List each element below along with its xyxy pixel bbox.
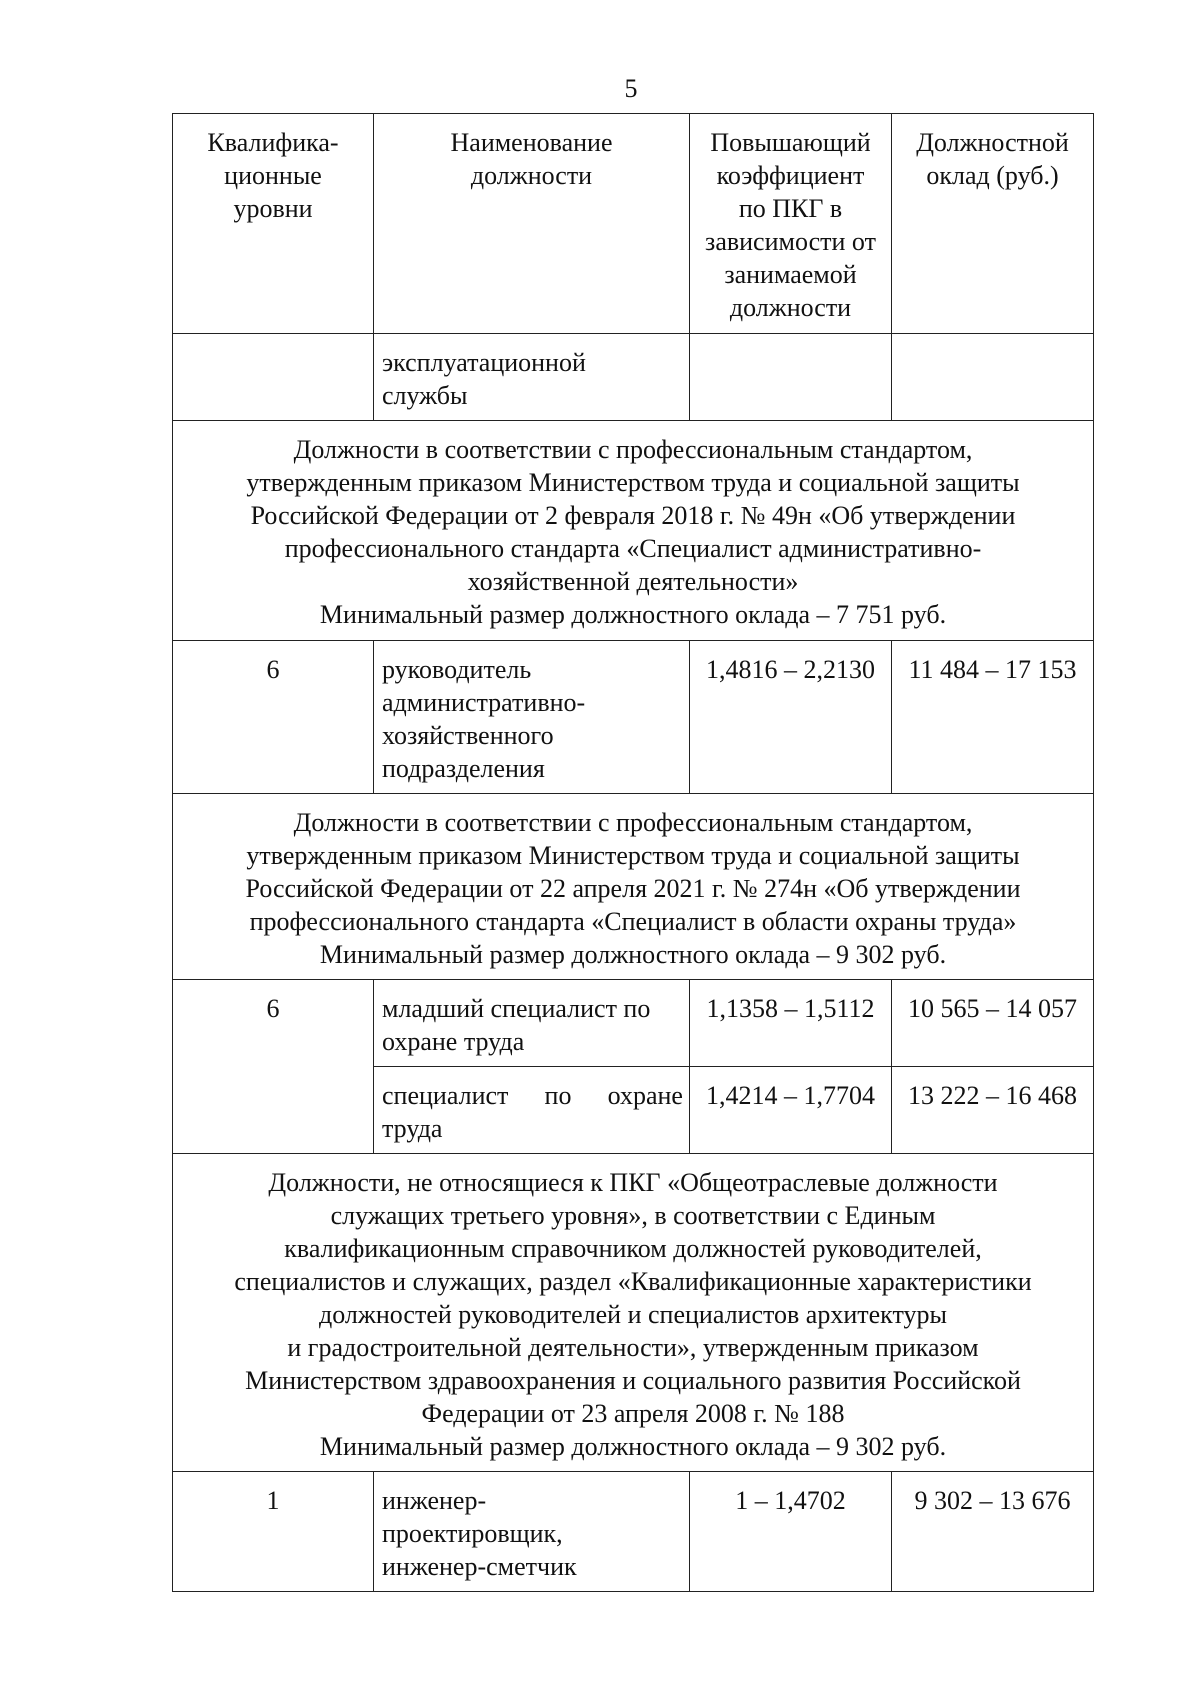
table-cell-level bbox=[173, 334, 374, 421]
table-cell-position: руководитель административно- хозяйственного подразделения bbox=[374, 641, 690, 794]
page-number: 5 bbox=[624, 74, 638, 103]
table-cell-level: 6 bbox=[173, 641, 374, 794]
table-cell-position: младший специалист по охране труда bbox=[374, 980, 690, 1067]
table-cell-coefficient: 1,1358 – 1,5112 bbox=[690, 980, 892, 1067]
table-cell-position: специалист по охране труда bbox=[374, 1067, 690, 1154]
table-cell-salary: 10 565 – 14 057 bbox=[892, 980, 1094, 1067]
table-row bbox=[173, 641, 1094, 794]
header-position-name: Наименование должности bbox=[374, 114, 690, 334]
table-cell-coefficient: 1,4816 – 2,2130 bbox=[690, 641, 892, 794]
section-heading-row bbox=[173, 421, 1094, 641]
table-cell-coefficient: 1,4214 – 1,7704 bbox=[690, 1067, 892, 1154]
position-first-line: специалист по охране bbox=[382, 1081, 683, 1110]
table-cell-salary bbox=[892, 334, 1094, 421]
table-row bbox=[173, 980, 1094, 1067]
table-cell-position: эксплуатационной службы bbox=[374, 334, 690, 421]
table-cell-position: инженер- проектировщик, инженер-сметчик bbox=[374, 1472, 690, 1592]
table-cell-coefficient: 1 – 1,4702 bbox=[690, 1472, 892, 1592]
table-cell-level: 6 bbox=[173, 980, 374, 1154]
section-heading: Должности, не относящиеся к ПКГ «Общеотраслевые должности служащих третьего уровня», в соответствии с Единым квалификационным справочником должностей руководителей, специалистов и служащих, раздел «Квалификационные характеристики должностей руководителей и специалистов архитектуры и градостроительной деятельности», утвержденным приказом Министерством здравоохранения и социального развития Российской Федерации от 23 апреля 2008 г. № 188 Минимальный размер должностного оклада – 9 302 руб. bbox=[173, 1154, 1094, 1472]
section-heading: Должности в соответствии с профессиональным стандартом, утвержденным приказом Министерством труда и социальной защиты Российской Федерации от 2 февраля 2018 г. № 49н «Об утверждении профессионального стандарта «Специалист административно- хозяйственной деятельности» Минимальный размер должностного оклада – 7 751 руб. bbox=[173, 421, 1094, 641]
section-heading: Должности в соответствии с профессиональным стандартом, утвержденным приказом Министерством труда и социальной защиты Российской Федерации от 22 апреля 2021 г. № 274н «Об утверждении профессионального стандарта «Специалист в области охраны труда» Минимальный размер должностного оклада – 9 302 руб. bbox=[173, 794, 1094, 980]
section-heading-row bbox=[173, 794, 1094, 980]
header-coefficient: Повышающий коэффициент по ПКГ в зависимости от занимаемой должности bbox=[690, 114, 892, 334]
table-cell-salary: 13 222 – 16 468 bbox=[892, 1067, 1094, 1154]
salary-table bbox=[172, 113, 1094, 1592]
table-header-row bbox=[173, 114, 1094, 334]
table-row bbox=[173, 1472, 1094, 1592]
table-row bbox=[173, 334, 1094, 421]
table-cell-coefficient bbox=[690, 334, 892, 421]
section-heading-row bbox=[173, 1154, 1094, 1472]
table-cell-salary: 9 302 – 13 676 bbox=[892, 1472, 1094, 1592]
table-cell-level: 1 bbox=[173, 1472, 374, 1592]
header-salary: Должностной оклад (руб.) bbox=[892, 114, 1094, 334]
header-qualification-levels: Квалифика- ционные уровни bbox=[173, 114, 374, 334]
table-cell-salary: 11 484 – 17 153 bbox=[892, 641, 1094, 794]
